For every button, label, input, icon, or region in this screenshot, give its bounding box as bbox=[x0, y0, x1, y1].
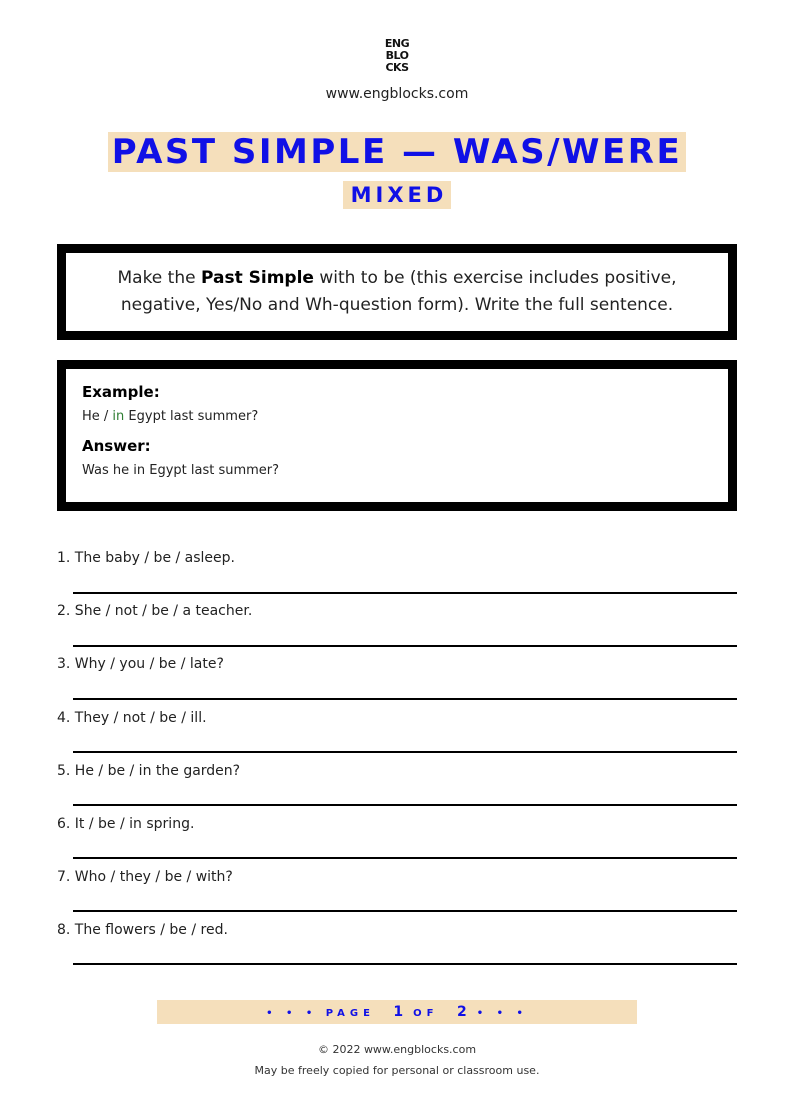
question-6: 6. It / be / in spring. bbox=[57, 816, 195, 832]
example-answer: Was he in Egypt last summer? bbox=[82, 463, 280, 478]
pager-dots-right: • • • bbox=[476, 1008, 528, 1019]
answer-line-6[interactable] bbox=[73, 857, 737, 859]
answer-line-5[interactable] bbox=[73, 804, 737, 806]
answer-line-1[interactable] bbox=[73, 592, 737, 594]
logo-line: CKS bbox=[385, 61, 409, 74]
question-3: 3. Why / you / be / late? bbox=[57, 656, 224, 672]
answer-line-8[interactable] bbox=[73, 963, 737, 965]
pager-page-word: PAGE bbox=[325, 1008, 375, 1019]
question-5: 5. He / be / in the garden? bbox=[57, 763, 241, 779]
question-8: 8. The flowers / be / red. bbox=[57, 922, 228, 938]
page-title: PAST SIMPLE — WAS/WERE bbox=[108, 132, 686, 172]
page-subtitle: MIXED bbox=[343, 181, 452, 209]
answer-label: Answer: bbox=[82, 437, 151, 455]
question-2: 2. She / not / be / a teacher. bbox=[57, 603, 253, 619]
instructions-box bbox=[57, 244, 737, 340]
instructions-text-end: with to be (this exercise includes positive, negative, Yes/No and Wh-question form). Write the full sentence. bbox=[120, 268, 677, 315]
example-box bbox=[57, 360, 737, 511]
example-prompt-start: He / bbox=[82, 409, 113, 424]
pager-dots-left: • • • bbox=[266, 1008, 318, 1019]
answer-line-2[interactable] bbox=[73, 645, 737, 647]
site-url[interactable]: www.engblocks.com bbox=[325, 86, 469, 102]
question-1: 1. The baby / be / asleep. bbox=[57, 550, 235, 566]
logo-line: BLO bbox=[385, 49, 409, 62]
pager-of-word: OF bbox=[413, 1008, 439, 1019]
engblocks-logo bbox=[381, 38, 413, 74]
answer-line-3[interactable] bbox=[73, 698, 737, 700]
example-prompt-end: Egypt last summer? bbox=[124, 409, 259, 424]
question-7: 7. Who / they / be / with? bbox=[57, 869, 233, 885]
answer-line-7[interactable] bbox=[73, 910, 737, 912]
answer-line-4[interactable] bbox=[73, 751, 737, 753]
instructions-bold: Past Simple bbox=[200, 268, 314, 288]
page-indicator bbox=[157, 1000, 637, 1024]
question-4: 4. They / not / be / ill. bbox=[57, 710, 207, 726]
pager-current-page: 1 bbox=[393, 1004, 404, 1020]
license-text: May be freely copied for personal or classroom use. bbox=[254, 1064, 540, 1077]
logo-line: ENG bbox=[384, 37, 410, 50]
pager-total-pages: 2 bbox=[457, 1004, 467, 1020]
example-prompt-highlight: in bbox=[112, 409, 125, 424]
example-label: Example: bbox=[82, 383, 160, 401]
example-prompt bbox=[82, 409, 712, 424]
instructions-text-start: Make the bbox=[117, 268, 201, 288]
copyright-text: © 2022 www.engblocks.com bbox=[317, 1043, 477, 1056]
